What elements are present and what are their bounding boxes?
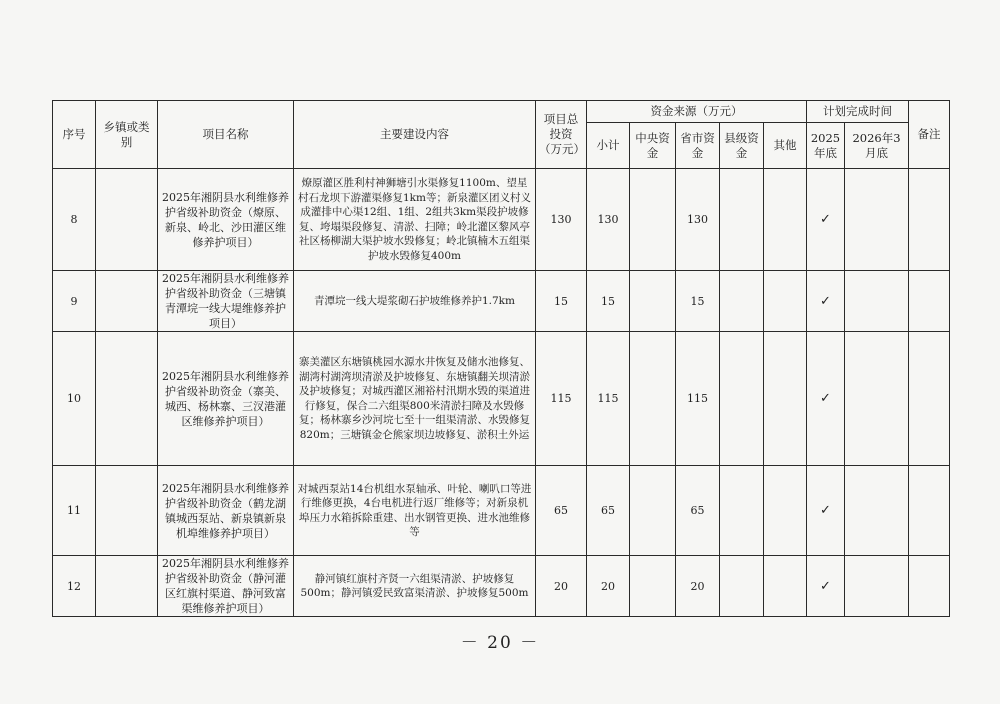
row-content: 静河镇红旗村齐贤一六组渠清淤、护坡修复500m；静河镇爱民致富渠清淤、护坡修复500m [294, 556, 536, 617]
header-central: 中央资金 [630, 123, 676, 169]
row-town [96, 169, 158, 271]
row-content: 青潭垸一线大堤浆砌石护坡维修养护1.7km [294, 271, 536, 332]
header-end-2025: 2025年底 [807, 123, 845, 169]
row-seq: 8 [53, 169, 96, 271]
row-total: 130 [536, 169, 587, 271]
header-provincial: 省市资金 [676, 123, 720, 169]
row-total: 115 [536, 332, 587, 466]
row-provincial: 15 [676, 271, 720, 332]
row-seq: 10 [53, 332, 96, 466]
header-seq: 序号 [53, 101, 96, 169]
header-town: 乡镇或类别 [96, 101, 158, 169]
row-provincial: 115 [676, 332, 720, 466]
header-fund-source: 资金来源（万元） [587, 101, 807, 123]
project-table [52, 100, 950, 617]
row-county [720, 332, 764, 466]
row-other [764, 169, 807, 271]
row-content: 燎原灌区胜利村神狮塘引水渠修复1100m、望星村石龙坝下游灌渠修复1km等；新泉灌区团义村义成灌排中心渠12组、1组、2组共3km渠段护坡修复、垮塌渠段修复、清淤、扫障；岭北灌区黎风亭社区杨柳湖大渠护坡水毁修复；岭北镇楠木五组渠护坡水毁修复400m [294, 169, 536, 271]
row-provincial: 20 [676, 556, 720, 617]
table-row [53, 271, 950, 332]
row-other [764, 271, 807, 332]
row-mar-2026 [845, 556, 909, 617]
row-check-icon: ✓ [807, 466, 845, 556]
table-row [53, 556, 950, 617]
row-total: 65 [536, 466, 587, 556]
row-county [720, 271, 764, 332]
row-mar-2026 [845, 169, 909, 271]
row-subtotal: 20 [587, 556, 630, 617]
row-project-name: 2025年湘阴县水利维修养护省级补助资金（鹤龙湖镇城西泵站、新泉镇新泉机埠维修养护项目） [158, 466, 294, 556]
row-project-name: 2025年湘阴县水利维修养护省级补助资金（寨美、城西、杨林寨、三汊港灌区维修养护项目） [158, 332, 294, 466]
row-seq: 9 [53, 271, 96, 332]
row-seq: 11 [53, 466, 96, 556]
row-check-icon: ✓ [807, 556, 845, 617]
row-town [96, 466, 158, 556]
row-mar-2026 [845, 466, 909, 556]
row-remarks [909, 466, 950, 556]
row-remarks [909, 332, 950, 466]
row-other [764, 332, 807, 466]
row-project-name: 2025年湘阴县水利维修养护省级补助资金（静河灌区红旗村渠道、静河致富渠维修养护项目） [158, 556, 294, 617]
header-total-investment: 项目总投资（万元） [536, 101, 587, 169]
row-seq: 12 [53, 556, 96, 617]
row-subtotal: 65 [587, 466, 630, 556]
row-other [764, 466, 807, 556]
row-remarks [909, 556, 950, 617]
row-project-name: 2025年湘阴县水利维修养护省级补助资金（三塘镇青潭垸一线大堤维修养护项目） [158, 271, 294, 332]
header-other: 其他 [764, 123, 807, 169]
row-county [720, 466, 764, 556]
table-row [53, 169, 950, 271]
row-mar-2026 [845, 332, 909, 466]
row-total: 15 [536, 271, 587, 332]
row-mar-2026 [845, 271, 909, 332]
row-remarks [909, 271, 950, 332]
row-other [764, 556, 807, 617]
header-remarks: 备注 [909, 101, 950, 169]
row-total: 20 [536, 556, 587, 617]
row-central [630, 332, 676, 466]
row-subtotal: 15 [587, 271, 630, 332]
header-mar-2026: 2026年3月底 [845, 123, 909, 169]
header-county: 县级资金 [720, 123, 764, 169]
row-county [720, 556, 764, 617]
row-town [96, 332, 158, 466]
row-provincial: 65 [676, 466, 720, 556]
page-number: － 20 － [460, 633, 540, 653]
header-subtotal: 小计 [587, 123, 630, 169]
row-town [96, 556, 158, 617]
row-central [630, 169, 676, 271]
row-subtotal: 115 [587, 332, 630, 466]
header-project-name: 项目名称 [158, 101, 294, 169]
row-central [630, 466, 676, 556]
row-central [630, 556, 676, 617]
row-county [720, 169, 764, 271]
header-content: 主要建设内容 [294, 101, 536, 169]
row-subtotal: 130 [587, 169, 630, 271]
row-central [630, 271, 676, 332]
row-check-icon: ✓ [807, 169, 845, 271]
row-content: 对城西泵站14台机组水泵轴承、叶轮、喇叭口等进行维修更换，4台电机进行返厂维修等；对新泉机埠压力水箱拆除重建、出水钢管更换、进水池维修等 [294, 466, 536, 556]
row-project-name: 2025年湘阴县水利维修养护省级补助资金（燎原、新泉、岭北、沙田灌区维修养护项目） [158, 169, 294, 271]
row-content: 寨美灌区东塘镇桃园水源水井恢复及储水池修复、湖湾村湖湾坝清淤及护坡修复、东塘镇翻关坝清淤及护坡修复；对城西灌区湘裕村汛期水毁的渠道进行修复，保合二六组渠800米清淤扫障及水毁修复；杨林寨乡沙河垸七至十一组渠清淤、水毁修复820m；三塘镇金仑熊家坝边坡修复、淤积土外运 [294, 332, 536, 466]
row-remarks [909, 169, 950, 271]
row-town [96, 271, 158, 332]
table-row [53, 332, 950, 466]
table-row [53, 466, 950, 556]
row-provincial: 130 [676, 169, 720, 271]
row-check-icon: ✓ [807, 332, 845, 466]
header-plan-time: 计划完成时间 [807, 101, 909, 123]
row-check-icon: ✓ [807, 271, 845, 332]
